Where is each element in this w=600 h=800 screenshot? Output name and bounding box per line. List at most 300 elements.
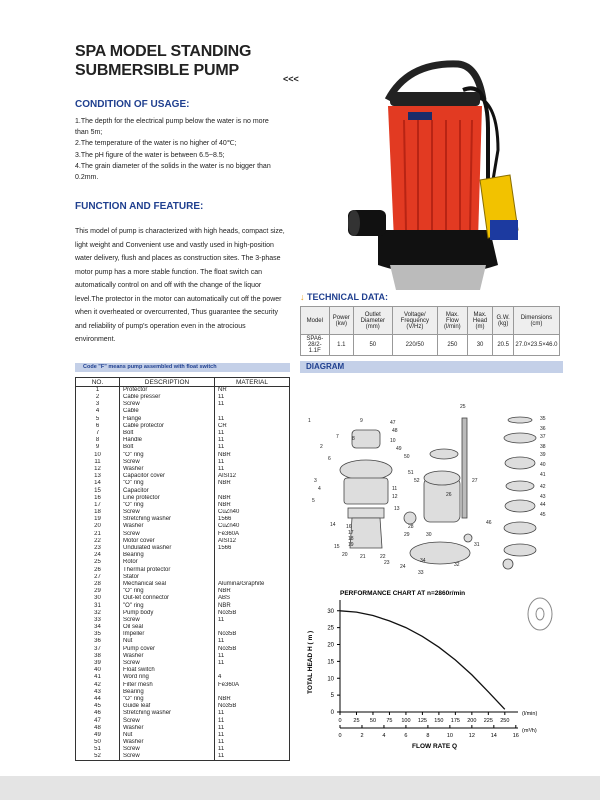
parts-cell-desc: Thermal protector bbox=[120, 567, 215, 574]
parts-cell-mat: 11 bbox=[215, 653, 290, 660]
diagram-callout: 24 bbox=[400, 564, 406, 570]
parts-cell-desc: Washer bbox=[120, 725, 215, 732]
parts-cell-no: 8 bbox=[76, 437, 120, 444]
table-row bbox=[76, 696, 290, 703]
parts-cell-mat bbox=[215, 559, 290, 566]
table-row bbox=[76, 717, 290, 724]
parts-cell-no: 49 bbox=[76, 732, 120, 739]
table-row bbox=[76, 732, 290, 739]
tech-cell: 1.1 bbox=[329, 335, 353, 356]
parts-cell-no: 9 bbox=[76, 444, 120, 451]
parts-cell-no: 41 bbox=[76, 674, 120, 681]
parts-cell-mat: No35B bbox=[215, 646, 290, 653]
parts-cell-desc: "O" ring bbox=[120, 602, 215, 609]
parts-cell-mat: 11 bbox=[215, 746, 290, 753]
parts-cell-desc: Flange bbox=[120, 416, 215, 423]
parts-cell-no: 5 bbox=[76, 416, 120, 423]
x2-unit: (m³/h) bbox=[522, 728, 537, 734]
table-row bbox=[76, 753, 290, 761]
diagram-callout: 13 bbox=[394, 506, 400, 512]
footer-bar bbox=[0, 776, 600, 800]
parts-cell-mat bbox=[215, 574, 290, 581]
x-tick-label: 175 bbox=[450, 718, 460, 724]
parts-cell-no: 45 bbox=[76, 703, 120, 710]
x2-tick-label: 12 bbox=[468, 733, 475, 739]
parts-cell-mat: 4 bbox=[215, 674, 290, 681]
diagram-callout: 50 bbox=[404, 454, 410, 460]
parts-cell-no: 10 bbox=[76, 452, 120, 459]
parts-table bbox=[75, 377, 290, 761]
parts-cell-no: 21 bbox=[76, 531, 120, 538]
table-row bbox=[76, 401, 290, 408]
parts-cell-desc: "O" ring bbox=[120, 502, 215, 509]
parts-cell-desc: Screw bbox=[120, 509, 215, 516]
parts-cell-mat: Alumina/Graphite bbox=[215, 581, 290, 588]
table-row bbox=[76, 416, 290, 423]
parts-cell-mat: AISI12 bbox=[215, 538, 290, 545]
parts-cell-desc: Word ring bbox=[120, 674, 215, 681]
table-row bbox=[76, 408, 290, 415]
parts-cell-no: 19 bbox=[76, 516, 120, 523]
diagram-callout: 39 bbox=[540, 452, 546, 458]
parts-cell-mat: 11 bbox=[215, 617, 290, 624]
table-row bbox=[76, 646, 290, 653]
tech-header: G.W. (kg) bbox=[493, 307, 513, 335]
x-tick-label: 100 bbox=[401, 718, 411, 724]
table-row bbox=[76, 538, 290, 545]
diagram-callout: 47 bbox=[390, 420, 396, 426]
tech-header: Voltage/ Frequency (V/Hz) bbox=[392, 307, 438, 335]
parts-cell-desc: Motor cover bbox=[120, 538, 215, 545]
parts-cell-mat: Fe360A bbox=[215, 682, 290, 689]
diagram-callout: 1 bbox=[308, 418, 311, 424]
diagram-callout: 41 bbox=[540, 472, 546, 478]
parts-cell-mat: ABS bbox=[215, 595, 290, 602]
parts-cell-mat: 11 bbox=[215, 725, 290, 732]
page-title bbox=[75, 42, 251, 80]
table-row bbox=[76, 703, 290, 710]
parts-cell-desc: Bearing bbox=[120, 689, 215, 696]
parts-cell-no: 17 bbox=[76, 502, 120, 509]
x2-tick-label: 8 bbox=[426, 733, 430, 739]
parts-cell-mat: 11 bbox=[215, 459, 290, 466]
parts-cell-mat: CuZn40 bbox=[215, 509, 290, 516]
diagram-parts bbox=[340, 417, 536, 569]
parts-cell-desc: Washer bbox=[120, 523, 215, 530]
parts-cell-mat: NR bbox=[215, 387, 290, 395]
diagram-callout: 37 bbox=[540, 434, 546, 440]
parts-cell-mat bbox=[215, 408, 290, 415]
table-row bbox=[76, 444, 290, 451]
parts-cell-mat: 1566 bbox=[215, 545, 290, 552]
parts-cell-no: 32 bbox=[76, 610, 120, 617]
parts-cell-desc: Bolt bbox=[120, 444, 215, 451]
diagram-callout: 22 bbox=[380, 554, 386, 560]
parts-cell-mat bbox=[215, 487, 290, 494]
parts-cell-mat: No35B bbox=[215, 610, 290, 617]
diagram-callout: 5 bbox=[312, 498, 315, 504]
x2-tick-label: 2 bbox=[360, 733, 364, 739]
parts-cell-desc: Cable presser bbox=[120, 394, 215, 401]
tech-header: Outlet Diameter (mm) bbox=[353, 307, 392, 335]
parts-cell-mat: CuZn40 bbox=[215, 523, 290, 530]
float-note: Code "F" means pump assembled with float switch bbox=[75, 363, 290, 372]
parts-cell-no: 39 bbox=[76, 660, 120, 667]
table-row bbox=[76, 516, 290, 523]
parts-cell-desc: Screw bbox=[120, 753, 215, 761]
exploded-diagram bbox=[300, 378, 563, 578]
down-arrow-icon: ↓ bbox=[300, 292, 305, 302]
y-tick-label: 30 bbox=[327, 608, 334, 615]
diagram-callout: 38 bbox=[540, 444, 546, 450]
parts-cell-desc: Capacitor bbox=[120, 487, 215, 494]
condition-item: 2.The temperature of the water is no higher of 40℃; bbox=[75, 140, 237, 147]
table-row bbox=[76, 437, 290, 444]
diagram-callout: 23 bbox=[384, 560, 390, 566]
diagram-callout: 29 bbox=[404, 532, 410, 538]
diagram-callout: 48 bbox=[392, 428, 398, 434]
table-row bbox=[76, 595, 290, 602]
parts-cell-mat: No35B bbox=[215, 703, 290, 710]
tech-header: Max. Head (m) bbox=[467, 307, 493, 335]
diagram-callout: 31 bbox=[474, 542, 480, 548]
parts-cell-no: 23 bbox=[76, 545, 120, 552]
pump-top-cap bbox=[390, 92, 480, 106]
parts-cell-mat: 11 bbox=[215, 416, 290, 423]
parts-cell-no: 50 bbox=[76, 739, 120, 746]
table-row bbox=[76, 466, 290, 473]
parts-cell-mat bbox=[215, 552, 290, 559]
table-row bbox=[76, 602, 290, 609]
parts-cell-desc: Out-let connector bbox=[120, 595, 215, 602]
table-row bbox=[76, 473, 290, 480]
table-row bbox=[76, 746, 290, 753]
table-row bbox=[76, 638, 290, 645]
diagram-callout: 8 bbox=[352, 436, 355, 442]
parts-cell-desc: Screw bbox=[120, 459, 215, 466]
parts-cell-mat: 11 bbox=[215, 394, 290, 401]
parts-cell-desc: Screw bbox=[120, 617, 215, 624]
diagram-callout: 25 bbox=[460, 404, 466, 410]
diagram-callout: 9 bbox=[360, 418, 363, 424]
parts-cell-mat bbox=[215, 667, 290, 674]
parts-cell-mat: NBR bbox=[215, 588, 290, 595]
parts-cell-desc: Washer bbox=[120, 653, 215, 660]
parts-body bbox=[76, 387, 290, 761]
parts-cell-no: 38 bbox=[76, 653, 120, 660]
x-axis-label: FLOW RATE Q bbox=[412, 743, 458, 750]
x-unit: (l/min) bbox=[522, 711, 538, 717]
parts-cell-no: 43 bbox=[76, 689, 120, 696]
diagram-callout: 4 bbox=[318, 486, 321, 492]
tech-header: Power (kw) bbox=[329, 307, 353, 335]
parts-cell-no: 33 bbox=[76, 617, 120, 624]
parts-cell-desc: Handle bbox=[120, 437, 215, 444]
x-tick-label: 125 bbox=[417, 718, 428, 724]
parts-cell-mat bbox=[215, 567, 290, 574]
diagram-callout: 6 bbox=[328, 456, 331, 462]
impeller-sketch bbox=[528, 598, 552, 630]
table-row bbox=[76, 710, 290, 717]
x2-tick-label: 0 bbox=[338, 733, 342, 739]
parts-cell-desc: "O" ring bbox=[120, 696, 215, 703]
parts-cell-mat: 11 bbox=[215, 466, 290, 473]
table-row bbox=[76, 689, 290, 696]
parts-cell-desc: Impeller bbox=[120, 631, 215, 638]
tech-cell: 250 bbox=[438, 335, 467, 356]
table-row bbox=[76, 452, 290, 459]
tech-cell: 220/50 bbox=[392, 335, 438, 356]
parts-cell-desc: Screw bbox=[120, 717, 215, 724]
parts-cell-desc: Oil seal bbox=[120, 624, 215, 631]
y-axis-label: TOTAL HEAD H ( m ) bbox=[307, 630, 314, 694]
parts-cell-no: 48 bbox=[76, 725, 120, 732]
parts-cell-mat: AISI12 bbox=[215, 473, 290, 480]
diagram-callout: 35 bbox=[540, 416, 546, 422]
parts-cell-desc: Bearing bbox=[120, 552, 215, 559]
parts-cell-no: 20 bbox=[76, 523, 120, 530]
parts-cell-mat: 11 bbox=[215, 401, 290, 408]
filter-mesh bbox=[390, 265, 486, 290]
parts-cell-desc: Capacitor cover bbox=[120, 473, 215, 480]
tech-header: Dimensions (cm) bbox=[513, 307, 559, 335]
parts-cell-desc: Screw bbox=[120, 660, 215, 667]
table-row bbox=[76, 487, 290, 494]
parts-cell-no: 7 bbox=[76, 430, 120, 437]
parts-cell-mat bbox=[215, 624, 290, 631]
parts-cell-desc: Float switch bbox=[120, 667, 215, 674]
diagram-callout: 34 bbox=[420, 558, 426, 564]
parts-cell-no: 40 bbox=[76, 667, 120, 674]
parts-cell-mat: 11 bbox=[215, 753, 290, 761]
y-tick-label: 10 bbox=[327, 676, 334, 683]
table-row bbox=[76, 682, 290, 689]
back-arrows[interactable]: <<< bbox=[283, 74, 299, 84]
parts-cell-no: 3 bbox=[76, 401, 120, 408]
table-row bbox=[76, 653, 290, 660]
tech-table bbox=[300, 306, 560, 356]
diagram-callout: 16 bbox=[346, 524, 352, 530]
diagram-callout: 15 bbox=[334, 544, 340, 550]
parts-header-material: MATERIAL bbox=[215, 378, 290, 387]
parts-cell-desc: Washer bbox=[120, 466, 215, 473]
y-tick-label: 5 bbox=[330, 693, 334, 700]
parts-cell-no: 22 bbox=[76, 538, 120, 545]
table-row bbox=[76, 495, 290, 502]
parts-cell-mat: 11 bbox=[215, 717, 290, 724]
diagram-heading: DIAGRAM bbox=[300, 361, 563, 373]
parts-cell-no: 27 bbox=[76, 574, 120, 581]
parts-cell-no: 35 bbox=[76, 631, 120, 638]
diagram-callout: 14 bbox=[330, 522, 336, 528]
parts-cell-no: 14 bbox=[76, 480, 120, 487]
feature-text: This model of pump is characterized with high heads, compact size, light weight and Convenient use and vastly used in high-position water delivery, flush and places as construction sites. The 3-phase motor pump has a more stable function. The float switch can automatically control on and off with the change of the liquor level.The protector in the motor can automatically cut off the power when it overheated or overcurrented, Thus guarantee the security and reliability of pump's operation even in the atrocious environment. bbox=[75, 228, 285, 343]
parts-cell-no: 42 bbox=[76, 682, 120, 689]
table-row bbox=[76, 631, 290, 638]
diagram-callout: 27 bbox=[472, 478, 478, 484]
condition-item: 1.The depth for the electrical pump below the water is no more than 5m; bbox=[75, 118, 269, 136]
condition-list bbox=[75, 117, 275, 184]
parts-cell-no: 11 bbox=[76, 459, 120, 466]
parts-cell-no: 12 bbox=[76, 466, 120, 473]
parts-cell-no: 47 bbox=[76, 717, 120, 724]
diagram-callout: 20 bbox=[342, 552, 348, 558]
parts-cell-mat: NBR bbox=[215, 602, 290, 609]
tech-cell: 27.0×23.5×46.0 bbox=[513, 335, 559, 356]
parts-cell-no: 36 bbox=[76, 638, 120, 645]
x2-tick-label: 14 bbox=[490, 733, 497, 739]
parts-cell-desc: Filter mesh bbox=[120, 682, 215, 689]
table-row bbox=[76, 430, 290, 437]
parts-cell-no: 4 bbox=[76, 408, 120, 415]
diagram-callout: 19 bbox=[348, 542, 354, 548]
feature-heading: FUNCTION AND FEATURE: bbox=[75, 201, 204, 212]
parts-cell-mat: NBR bbox=[215, 495, 290, 502]
impeller-hub bbox=[536, 608, 544, 620]
parts-cell-desc: "O" ring bbox=[120, 588, 215, 595]
table-row bbox=[76, 610, 290, 617]
parts-cell-mat: 11 bbox=[215, 710, 290, 717]
pump-label bbox=[408, 112, 432, 120]
parts-cell-mat: NBR bbox=[215, 480, 290, 487]
condition-heading: CONDITION OF USAGE: bbox=[75, 99, 190, 110]
diagram-callout: 12 bbox=[392, 494, 398, 500]
table-row bbox=[76, 725, 290, 732]
parts-cell-no: 18 bbox=[76, 509, 120, 516]
y-tick-label: 20 bbox=[327, 642, 334, 649]
diagram-callout: 33 bbox=[418, 570, 424, 576]
parts-cell-no: 37 bbox=[76, 646, 120, 653]
tech-cell: 50 bbox=[353, 335, 392, 356]
table-row bbox=[76, 552, 290, 559]
parts-cell-mat: 11 bbox=[215, 660, 290, 667]
table-row bbox=[76, 523, 290, 530]
diagram-callout: 43 bbox=[540, 494, 546, 500]
table-row bbox=[76, 674, 290, 681]
parts-cell-no: 26 bbox=[76, 567, 120, 574]
parts-cell-no: 28 bbox=[76, 581, 120, 588]
parts-cell-no: 44 bbox=[76, 696, 120, 703]
parts-cell-no: 6 bbox=[76, 423, 120, 430]
diagram-callout: 51 bbox=[408, 470, 414, 476]
parts-cell-desc: Nut bbox=[120, 732, 215, 739]
parts-cell-desc: Cable protector bbox=[120, 423, 215, 430]
performance-chart bbox=[300, 584, 563, 756]
diagram-callout: 46 bbox=[486, 520, 492, 526]
table-row bbox=[76, 624, 290, 631]
parts-cell-no: 1 bbox=[76, 387, 120, 395]
parts-cell-desc: Screw bbox=[120, 746, 215, 753]
parts-cell-no: 24 bbox=[76, 552, 120, 559]
x-tick-label: 200 bbox=[467, 718, 477, 724]
diagram-callout: 11 bbox=[392, 486, 398, 492]
parts-cell-mat: CR bbox=[215, 423, 290, 430]
tech-header: Max. Flow (l/min) bbox=[438, 307, 467, 335]
float-switch-base bbox=[490, 220, 518, 240]
diagram-callout: 44 bbox=[540, 502, 546, 508]
parts-cell-no: 25 bbox=[76, 559, 120, 566]
tech-cell: 20.5 bbox=[493, 335, 513, 356]
table-row bbox=[76, 559, 290, 566]
diagram-callout: 28 bbox=[408, 524, 414, 530]
outlet-mouth bbox=[348, 210, 360, 236]
parts-cell-desc: "O" ring bbox=[120, 452, 215, 459]
parts-cell-no: 15 bbox=[76, 487, 120, 494]
parts-cell-desc: Stator bbox=[120, 574, 215, 581]
parts-cell-desc: Protector bbox=[120, 387, 215, 395]
parts-cell-mat: 1566 bbox=[215, 516, 290, 523]
parts-cell-mat bbox=[215, 689, 290, 696]
diagram-callout: 52 bbox=[414, 478, 420, 484]
tech-heading-label: TECHNICAL DATA: bbox=[307, 292, 389, 302]
parts-cell-mat: 11 bbox=[215, 437, 290, 444]
title-line-1: SPA MODEL STANDING bbox=[75, 43, 252, 60]
diagram-callout: 10 bbox=[390, 438, 396, 444]
tech-cell: SPA6-28/2-1.1F bbox=[301, 335, 330, 356]
parts-cell-mat: NBR bbox=[215, 452, 290, 459]
parts-cell-desc: Bolt bbox=[120, 430, 215, 437]
pump-image bbox=[348, 60, 548, 300]
x2-tick-label: 10 bbox=[446, 733, 453, 739]
parts-cell-no: 34 bbox=[76, 624, 120, 631]
x2-tick-label: 4 bbox=[382, 733, 386, 739]
diagram-callout: 18 bbox=[348, 536, 354, 542]
parts-cell-mat: 11 bbox=[215, 638, 290, 645]
y-tick-label: 25 bbox=[327, 625, 334, 632]
diagram-callout: 45 bbox=[540, 512, 546, 518]
parts-cell-desc: "O" ring bbox=[120, 480, 215, 487]
table-row bbox=[76, 502, 290, 509]
parts-cell-desc: Pump body bbox=[120, 610, 215, 617]
parts-cell-desc: Screw bbox=[120, 401, 215, 408]
parts-cell-no: 13 bbox=[76, 473, 120, 480]
tech-cell: 30 bbox=[467, 335, 493, 356]
table-row bbox=[76, 581, 290, 588]
parts-cell-mat: 11 bbox=[215, 732, 290, 739]
performance-curve bbox=[340, 611, 505, 710]
x2-tick-label: 6 bbox=[404, 733, 408, 739]
parts-cell-mat: 11 bbox=[215, 444, 290, 451]
table-row bbox=[76, 545, 290, 552]
x-tick-label: 0 bbox=[338, 718, 342, 724]
parts-cell-mat: NBR bbox=[215, 502, 290, 509]
parts-cell-mat: NBR bbox=[215, 696, 290, 703]
table-row bbox=[76, 574, 290, 581]
parts-cell-mat: No35B bbox=[215, 631, 290, 638]
table-row bbox=[76, 509, 290, 516]
diagram-callout: 3 bbox=[314, 478, 317, 484]
parts-cell-desc: Stretching washer bbox=[120, 516, 215, 523]
y-tick-label: 15 bbox=[327, 659, 334, 666]
parts-cell-mat: Fe360A bbox=[215, 531, 290, 538]
diagram-callout: 40 bbox=[540, 462, 546, 468]
diagram-callout: 32 bbox=[454, 562, 460, 568]
diagram-callout: 17 bbox=[348, 530, 354, 536]
x2-tick-label: 16 bbox=[512, 733, 519, 739]
chart-title: PERFORMANCE CHART AT n=2860r/min bbox=[340, 590, 466, 597]
table-row bbox=[76, 739, 290, 746]
parts-header-description: DESCRIPTION bbox=[120, 378, 215, 387]
y-tick-label: 0 bbox=[330, 710, 334, 716]
parts-cell-no: 51 bbox=[76, 746, 120, 753]
tech-header: Model bbox=[301, 307, 330, 335]
x-tick-label: 50 bbox=[369, 718, 377, 724]
parts-cell-desc: Washer bbox=[120, 739, 215, 746]
title-line-2: SUBMERSIBLE PUMP bbox=[75, 62, 239, 79]
x-tick-label: 225 bbox=[483, 718, 493, 724]
x-tick-label: 150 bbox=[434, 718, 444, 724]
diagram-callout: 7 bbox=[336, 434, 339, 440]
